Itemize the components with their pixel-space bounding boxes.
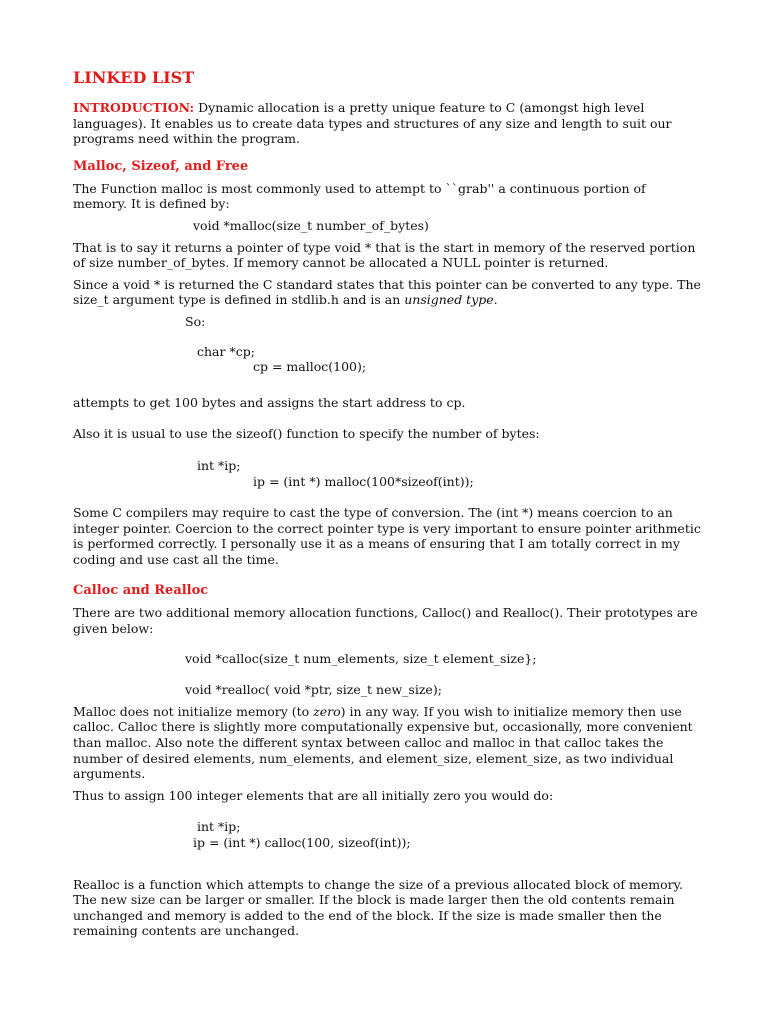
code-line-int-ip-2: int *ip; bbox=[197, 819, 241, 835]
malloc-paragraph-4: attempts to get 100 bytes and assigns the start address to cp. bbox=[73, 394, 466, 410]
code-line-cp-malloc: cp = malloc(100); bbox=[253, 359, 367, 375]
malloc-paragraph-3 bbox=[73, 277, 703, 308]
section-heading-calloc: Calloc and Realloc bbox=[73, 583, 209, 599]
malloc-paragraph-5: Also it is usual to use the sizeof() function to specify the number of bytes: bbox=[73, 426, 540, 442]
code-line-int-ip: int *ip; bbox=[197, 457, 241, 473]
document-body bbox=[73, 68, 703, 945]
calloc-paragraph-2-text-a: Malloc does not initialize memory (to bbox=[73, 703, 314, 719]
realloc-paragraph: Realloc is a function which attempts to change the size of a previous allocated block of memory. The new size can be larger or smaller. If the block is made larger then the old contents remain unchanged and memory is added to the end of the block. If the size is made smaller then the remaining contents are unchanged. bbox=[73, 876, 684, 939]
calloc-paragraph-2-text-b: ) in any way. If you wish to initialize memory then use calloc. Calloc there is slightly more computationally expensive but, occasionally, more convenient than malloc. Also note the different syntax between calloc and malloc in that calloc takes the number of desired elements, num_elements, and element_size, element_size, as two individual arguments. bbox=[73, 703, 693, 782]
malloc-prototype: void *malloc(size_t number_of_bytes) bbox=[193, 217, 429, 233]
malloc-paragraph-1: The Function malloc is most commonly used to attempt to ``grab'' a continuous portion of memory. It is defined by: bbox=[73, 180, 646, 212]
so-label: So: bbox=[185, 313, 206, 329]
calloc-paragraph-3: Thus to assign 100 integer elements that are all initially zero you would do: bbox=[73, 787, 554, 803]
code-line-ip-calloc: ip = (int *) calloc(100, sizeof(int)); bbox=[193, 835, 411, 850]
calloc-paragraph-1: There are two additional memory allocation functions, Calloc() and Realloc(). Their prototypes are given below: bbox=[73, 605, 698, 637]
realloc-prototype: void *realloc( void *ptr, size_t new_size); bbox=[185, 682, 442, 698]
calloc-prototype: void *calloc(size_t num_elements, size_t element_size}; bbox=[185, 650, 537, 666]
malloc-paragraph-6: Some C compilers may require to cast the type of conversion. The (int *) means coercion to an integer pointer. Coercion to the correct pointer type is very important to ensure pointer arithmetic is performed correctly. I personally use it as a means of ensuring that I am totally correct in my coding and use cast all the time. bbox=[73, 505, 701, 567]
malloc-paragraph-3-text-b: . bbox=[493, 292, 498, 308]
code-line-ip-malloc: ip = (int *) malloc(100*sizeof(int)); bbox=[253, 473, 474, 489]
section-heading-malloc: Malloc, Sizeof, and Free bbox=[73, 158, 249, 174]
unsigned-type-emphasis: unsigned type bbox=[404, 292, 494, 308]
intro-text: Dynamic allocation is a pretty unique feature to C (amongst high level languages). It enables us to create data types and structures of any size and length to suit our programs need within the program. bbox=[73, 100, 672, 147]
malloc-paragraph-3-text-a: Since a void * is returned the C standard states that this pointer can be converted to any type. The size_t argument type is defined in stdlib.h and is an bbox=[73, 276, 701, 308]
zero-emphasis: zero bbox=[313, 703, 341, 719]
intro-paragraph bbox=[73, 100, 703, 147]
code-line-char-cp: char *cp; bbox=[197, 343, 255, 359]
calloc-paragraph-2 bbox=[73, 704, 703, 782]
intro-label: INTRODUCTION: bbox=[73, 100, 195, 115]
malloc-paragraph-2: That is to say it returns a pointer of type void * that is the start in memory of the reserved portion of size number_of_bytes. If memory cannot be allocated a NULL pointer is returned. bbox=[73, 239, 696, 271]
page-title: LINKED LIST bbox=[73, 68, 195, 87]
